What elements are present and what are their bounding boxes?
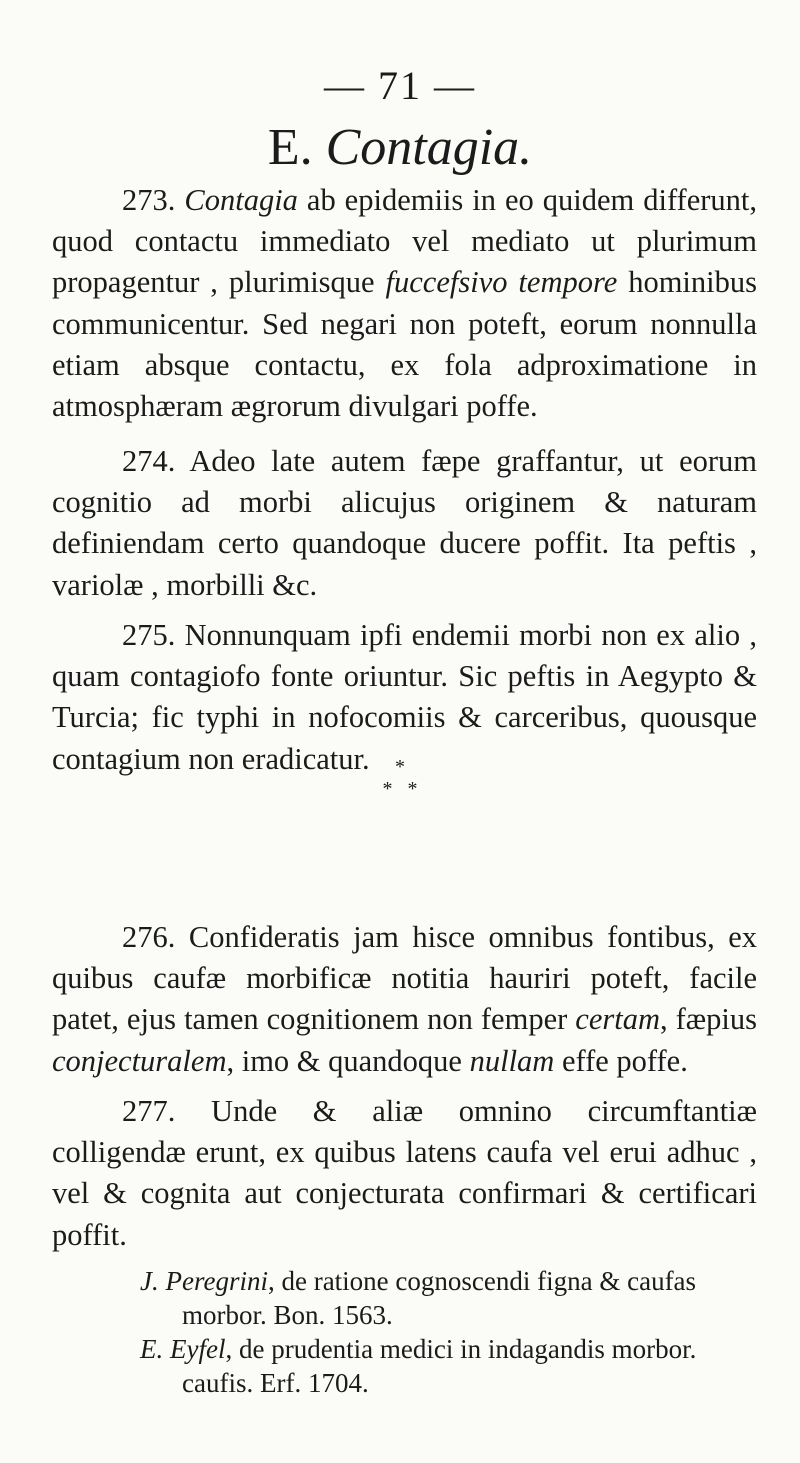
reference-author: J. Peregrini: [140, 1266, 268, 1296]
section-letter: E.: [267, 119, 313, 176]
paragraph-number: 273.: [122, 183, 176, 217]
reference-continuation: morbor. Bon. 1563.: [182, 1300, 393, 1330]
emphasis-conjecturalem: conjecturalem: [52, 1043, 227, 1078]
paragraph-number: 274.: [122, 444, 176, 478]
paragraph-text: Confideratis jam hisce omnibus fontibus, ex quibus caufæ morbificæ notitia hauriri poteft, facile patet, ejus tamen cognitionem non femper: [52, 920, 757, 1037]
star-top: *: [395, 756, 405, 778]
paragraph-number: 277.: [122, 1094, 176, 1128]
paragraph-text: effe poffe.: [554, 1043, 688, 1078]
star-bottom: * *: [382, 778, 418, 800]
asterism-divider: [0, 756, 800, 800]
paragraph-text: , fæpius: [660, 1002, 757, 1037]
section-title: Contagia.: [325, 119, 533, 176]
paragraph-277: [52, 1091, 757, 1256]
emphasis-nullam: nullam: [469, 1043, 555, 1078]
section-heading: [0, 118, 800, 177]
reference-peregrini: [140, 1264, 760, 1332]
emphasis-certam: certam: [575, 1002, 660, 1037]
paragraph-number: 276.: [122, 920, 176, 954]
paragraph-text: hominibus communicentur. Sed negari non poteft, eorum nonnulla etiam absque contactu, ex fola adproximatione in atmosphæram ægrorum divulgari poffe.: [52, 265, 757, 424]
paragraph-text: ab epidemiis in eo quidem differunt, quod contactu immediato vel mediato ut plurimum propagentur , plurimisque: [52, 183, 758, 300]
reference-author: E. Eyfel: [140, 1334, 226, 1364]
reference-title: , de ratione cognoscendi figna & caufas: [267, 1266, 697, 1296]
paragraph-text: Adeo late autem fæpe graffantur, ut eorum cognitio ad morbi alicujus originem & naturam definiendam certo quandoque ducere poffit. Ita peftis , variolæ , morbilli &c.: [52, 444, 757, 602]
paragraph-number: 275.: [122, 618, 176, 652]
reference-eysel: [140, 1332, 760, 1400]
reference-title: , de prudentia medici in indagandis morbor.: [225, 1334, 697, 1364]
paragraph-276: [52, 917, 757, 1082]
page-number: — 71 —: [324, 63, 476, 108]
emphasis-successivo: fuccefsivo tempore: [385, 265, 618, 300]
paragraph-text: , imo & quandoque: [226, 1043, 470, 1078]
paragraph-text: Nonnunquam ipfi endemii morbi non ex alio , quam contagiofo fonte oriuntur. Sic peftis in Aegypto & Turcia; fic typhi in nofocomiis & carceribus, quousque contagium non eradicatur.: [52, 618, 757, 776]
paragraph-273: [52, 180, 757, 427]
emphasis-contagia: Contagia: [184, 183, 298, 217]
reference-continuation: caufis. Erf. 1704.: [182, 1368, 369, 1398]
paragraph-text: Unde & aliæ omnino circumftantiæ colligendæ erunt, ex quibus latens caufa vel erui adhuc , vel & cognita aut conjecturata confirmari & certificari poffit.: [52, 1094, 757, 1252]
paragraph-274: [52, 441, 757, 606]
